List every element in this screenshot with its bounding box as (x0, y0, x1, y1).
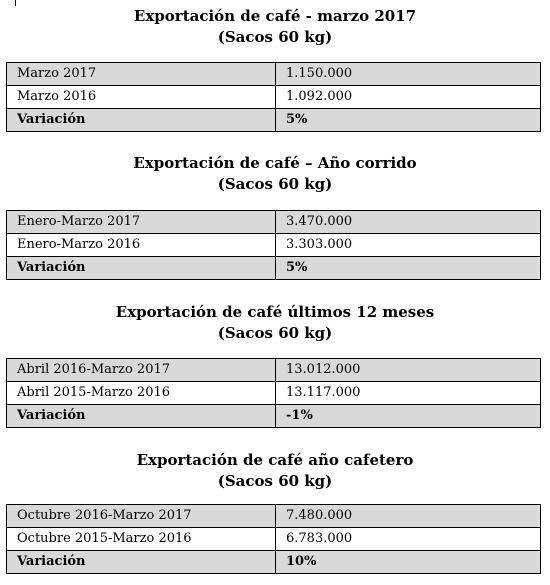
section-subtitle: (Sacos 60 kg) (217, 28, 333, 46)
export-table-marzo (6, 62, 541, 132)
row-label: Enero-Marzo 2017 (7, 211, 276, 234)
row-value: 1.150.000 (276, 63, 541, 86)
row-label: Variación (7, 109, 276, 132)
row-label: Variación (7, 551, 276, 574)
section-title: Exportación de café - marzo 2017 (133, 7, 417, 25)
table-row-variation (7, 257, 541, 280)
section-subtitle: (Sacos 60 kg) (217, 175, 333, 193)
table-row (7, 86, 541, 109)
export-table-12-meses (6, 358, 541, 428)
section-ano-corrido (0, 153, 550, 195)
row-label: Octubre 2015-Marzo 2016 (7, 528, 276, 551)
table-row-variation (7, 405, 541, 428)
row-label: Variación (7, 405, 276, 428)
table-row (7, 211, 541, 234)
row-value: 5% (276, 109, 541, 132)
export-table-ano-corrido (6, 210, 541, 280)
row-value: 7.480.000 (276, 505, 541, 528)
row-label: Octubre 2016-Marzo 2017 (7, 505, 276, 528)
table-row (7, 359, 541, 382)
row-value: 13.012.000 (276, 359, 541, 382)
section-title: Exportación de café últimos 12 meses (115, 303, 435, 321)
row-value: 3.470.000 (276, 211, 541, 234)
section-marzo-2017 (0, 6, 550, 48)
row-label: Abril 2015-Marzo 2016 (7, 382, 276, 405)
section-ano-cafetero (0, 450, 550, 492)
section-ultimos-12-meses (0, 302, 550, 344)
table-row (7, 63, 541, 86)
row-label: Variación (7, 257, 276, 280)
export-table-ano-cafetero (6, 504, 541, 574)
row-label: Marzo 2016 (7, 86, 276, 109)
section-subtitle: (Sacos 60 kg) (217, 324, 333, 342)
section-title: Exportación de café año cafetero (136, 451, 414, 469)
table-row (7, 234, 541, 257)
table-row (7, 382, 541, 405)
row-value: 5% (276, 257, 541, 280)
row-value: 13.117.000 (276, 382, 541, 405)
row-label: Enero-Marzo 2016 (7, 234, 276, 257)
row-value: 10% (276, 551, 541, 574)
section-subtitle: (Sacos 60 kg) (217, 472, 333, 490)
row-value: 3.303.000 (276, 234, 541, 257)
table-row-variation (7, 109, 541, 132)
table-row (7, 528, 541, 551)
row-label: Abril 2016-Marzo 2017 (7, 359, 276, 382)
table-row (7, 505, 541, 528)
row-label: Marzo 2017 (7, 63, 276, 86)
table-row-variation (7, 551, 541, 574)
row-value: 1.092.000 (276, 86, 541, 109)
row-value: 6.783.000 (276, 528, 541, 551)
row-value: -1% (276, 405, 541, 428)
section-title: Exportación de café – Año corrido (133, 154, 417, 172)
